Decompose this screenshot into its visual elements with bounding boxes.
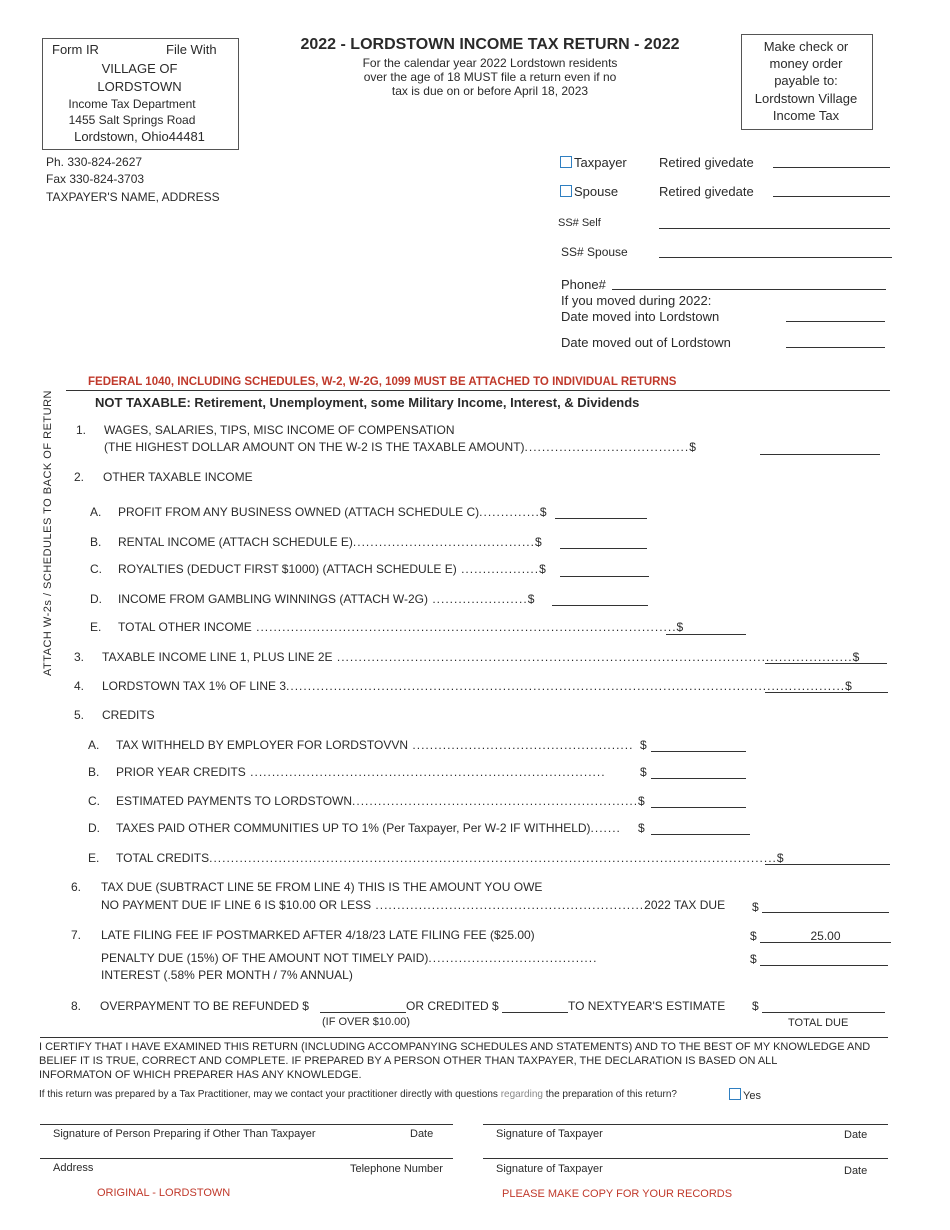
line-5d-dollar: $ [638,821,645,835]
line-8-estimate-label: TO NEXTYEAR'S ESTIMATE [568,999,726,1013]
payable-line-5: Income Tax [772,108,840,123]
certify-line-2: BELIEF IT IS TRUE, CORRECT AND COMPLETE. IF PREPARED BY A PERSON OTHER THAN TAXPAYER, THE DECLARATION IS BASED ON ALL [39,1055,778,1067]
line-3-number: 3. [74,650,85,664]
line-7-penalty-label: PENALTY DUE (15%) OF THE AMOUNT NOT TIMELY PAID)....................................... [101,951,598,965]
line-5-number: 5. [74,708,85,722]
line-6-label: TAX DUE (SUBTRACT LINE 5E FROM LINE 4) THIS IS THE AMOUNT YOU OWE [101,880,543,894]
line-8-amount[interactable] [762,1012,885,1013]
lordstown-name: LORDSTOWN [97,79,182,94]
line-5a-amount[interactable] [651,751,746,752]
spouse-retired-label: Retired givedate [659,184,754,199]
payable-line-1: Make check or [763,39,849,54]
line-5b-label: PRIOR YEAR CREDITS .................................................................................. [116,765,606,779]
line-8-number: 8. [71,999,82,1013]
line-5a-letter: A. [88,738,100,752]
phone-number: Ph. 330-824-2627 [46,155,143,169]
phone-field[interactable] [612,289,886,290]
line-2e-amount[interactable] [666,634,746,635]
address-line[interactable] [40,1158,453,1159]
line-3-amount[interactable] [765,663,887,664]
not-taxable-notice: NOT TAXABLE: Retirement, Unemployment, some Military Income, Interest, & Dividends [95,395,640,410]
village-of: VILLAGE OF [101,61,178,76]
spouse-checkbox[interactable] [560,185,572,197]
taxpayer-signature-line-2[interactable] [483,1158,888,1159]
taxpayer-retired-label: Retired givedate [659,155,754,170]
file-with-label: File With [166,42,217,57]
preparer-date-label: Date [410,1128,434,1140]
address-label: Address [53,1162,94,1174]
line-5d-letter: D. [88,821,100,835]
line-2b-label: RENTAL INCOME (ATTACH SCHEDULE E)..........................................$ [118,535,542,549]
line-8-if-over: (IF OVER $10.00) [322,1016,411,1028]
ss-spouse-field[interactable] [659,257,892,258]
line-5b-letter: B. [88,765,100,779]
line-2a-letter: A. [90,505,102,519]
practitioner-question: If this return was prepared by a Tax Practitioner, may we contact your practitioner directly with questions regarding the preparation of this return? [39,1089,677,1100]
line-5-label: CREDITS [102,708,155,722]
line-2b-letter: B. [90,535,102,549]
notice-rule [66,390,890,391]
subtitle-line-3: tax is due on or before April 18, 2023 [391,84,589,98]
line-7-penalty-amount[interactable] [760,965,888,966]
spouse-label: Spouse [574,184,619,199]
line-5c-dollar: $ [638,794,645,808]
certify-rule [40,1037,888,1038]
taxpayer-signature-label-1: Signature of Taxpayer [496,1128,603,1140]
line-2a-label: PROFIT FROM ANY BUSINESS OWNED (ATTACH SCHEDULE C)..............$ [118,505,547,519]
line-8-dollar: $ [752,999,759,1013]
line-6-dollar: $ [752,900,759,914]
line-2-label: OTHER TAXABLE INCOME [103,470,253,484]
line-5c-amount[interactable] [651,807,746,808]
moved-in-field[interactable] [786,321,885,322]
page-title: 2022 - LORDSTOWN INCOME TAX RETURN - 2022 [300,36,680,53]
line-2e-label: TOTAL OTHER INCOME .................................................................................................$ [118,620,684,634]
telephone-label: Telephone Number [350,1163,443,1175]
line-5a-label: TAX WITHHELD BY EMPLOYER FOR LORDSTOVVN ................................................... [116,738,634,752]
line-5e-label: TOTAL CREDITS...................................................................................................................................$ [116,851,784,865]
federal-notice: FEDERAL 1040, INCLUDING SCHEDULES, W-2, W-2G, 1099 MUST BE ATTACHED TO INDIVIDUAL RETURNS [88,376,677,388]
ss-spouse-label: SS# Spouse [561,245,628,259]
certify-line-1: I CERTIFY THAT I HAVE EXAMINED THIS RETURN (INCLUDING ACCOMPANYING SCHEDULES AND STATEMENTS) AND TO THE BEST OF MY KNOWLEDGE AND [39,1041,871,1053]
phone-label: Phone# [561,277,606,292]
line-7-number: 7. [71,928,82,942]
taxpayer-label: Taxpayer [574,155,627,170]
taxpayer-date-label-2: Date [844,1165,868,1177]
original-footer: ORIGINAL - LORDSTOWN [97,1187,231,1199]
line-2d-letter: D. [90,592,102,606]
line-7-penalty-dollar: $ [750,952,757,966]
payable-line-2: money order [769,56,843,71]
line-2-number: 2. [74,470,85,484]
moved-out-field[interactable] [786,347,885,348]
subtitle-line-2: over the age of 18 MUST file a return even if no [363,70,617,84]
line-6-amount[interactable] [762,912,889,913]
ss-self-field[interactable] [659,228,890,229]
line-4-number: 4. [74,679,85,693]
spouse-retired-date-field[interactable] [773,196,890,197]
taxpayer-signature-line-1[interactable] [483,1124,888,1125]
moved-in-label: Date moved into Lordstown [561,309,720,324]
line-8-refund-label: OVERPAYMENT TO BE REFUNDED $ [100,999,309,1013]
line-5d-label: TAXES PAID OTHER COMMUNITIES UP TO 1% (Per Taxpayer, Per W-2 IF WITHHELD)....... [116,821,621,835]
total-due-label: TOTAL DUE [788,1017,849,1029]
line-5e-letter: E. [88,851,100,865]
line-7-interest-label: INTEREST (.58% PER MONTH / 7% ANNUAL) [101,968,353,982]
line-2c-label: ROYALTIES (DEDUCT FIRST $1000) (ATTACH SCHEDULE E) ..................$ [118,562,546,576]
line-2b-amount[interactable] [560,548,647,549]
preparer-signature-line[interactable] [40,1124,453,1125]
line-4-label: LORDSTOWN TAX 1% OF LINE 3.................................................................................................................................$ [102,679,852,693]
line-8-refund-amount[interactable] [320,1012,406,1013]
line-2d-amount[interactable] [552,605,648,606]
practitioner-yes[interactable] [729,1088,761,1102]
line-5b-dollar: $ [640,765,647,779]
street: 1455 Salt Springs Road [68,113,196,127]
payable-line-3: payable to: [774,73,838,88]
line-8-credited-amount[interactable] [502,1012,568,1013]
line-5b-amount[interactable] [651,778,746,779]
ss-self-label: SS# Self [558,217,601,229]
line-1-amount[interactable] [760,454,880,455]
moved-label: If you moved during 2022: [561,293,712,308]
taxpayer-retired-date-field[interactable] [773,167,890,168]
line-5e-amount[interactable] [765,864,890,865]
copy-footer: PLEASE MAKE COPY FOR YOUR RECORDS [502,1188,733,1200]
line-2a-amount[interactable] [555,518,647,519]
moved-out-label: Date moved out of Lordstown [561,335,731,350]
line-3-label: TAXABLE INCOME LINE 1, PLUS LINE 2E .......................................................................................................................$ [102,650,860,664]
fax-number: Fax 330-824-3703 [46,172,145,186]
payable-line-4: Lordstown Village [754,91,858,106]
spouse-checkbox-row[interactable] [560,184,618,199]
certify-line-3: INFORMATON OF WHICH PREPARER HAS ANY KNOWLEDGE. [39,1069,362,1081]
line-5a-dollar: $ [640,738,647,752]
department: Income Tax Department [68,97,196,111]
line-8-credited-label: OR CREDITED $ [406,999,499,1013]
taxpayer-date-label-1: Date [844,1129,868,1141]
taxpayer-signature-label-2: Signature of Taxpayer [496,1163,603,1175]
form-label: Form IR [52,42,99,57]
line-5d-amount[interactable] [651,834,750,835]
line-6-sublabel: NO PAYMENT DUE IF LINE 6 IS $10.00 OR LESS ..............................................................2022 TAX DUE [101,898,726,912]
city: Lordstown, Ohio44481 [74,129,205,144]
preparer-signature-label: Signature of Person Preparing if Other Than Taxpayer [53,1128,316,1140]
yes-checkbox[interactable] [729,1088,741,1100]
taxpayer-name-address-label: TAXPAYER'S NAME, ADDRESS [46,190,220,204]
taxpayer-checkbox[interactable] [560,156,572,168]
line-2c-amount[interactable] [560,576,649,577]
line-1-sublabel: (THE HIGHEST DOLLAR AMOUNT ON THE W-2 IS THE TAXABLE AMOUNT)......................................$ [104,440,696,454]
taxpayer-checkbox-row[interactable] [560,155,627,170]
line-6-number: 6. [71,880,82,894]
line-5c-label: ESTIMATED PAYMENTS TO LORDSTOWN.................................................................. [116,794,639,808]
line-7-dollar: $ [750,929,757,943]
line-1-number: 1. [76,423,87,437]
line-2d-label: INCOME FROM GAMBLING WINNINGS (ATTACH W-2G) ......................$ [118,592,535,606]
subtitle-line-1: For the calendar year 2022 Lordstown residents [362,56,618,70]
line-2e-letter: E. [90,620,102,634]
line-4-amount[interactable] [765,692,888,693]
line-7-label: LATE FILING FEE IF POSTMARKED AFTER 4/18/23 LATE FILING FEE ($25.00) [101,928,535,942]
yes-label: Yes [743,1090,761,1102]
line-2c-letter: C. [90,562,102,576]
line-7-amount[interactable]: 25.00 [810,929,841,943]
line-1-label: WAGES, SALARIES, TIPS, MISC INCOME OF COMPENSATION [104,423,455,437]
side-attach-note: ATTACH W-2s / SCHEDULES TO BACK OF RETURN [42,390,54,676]
line-5c-letter: C. [88,794,100,808]
